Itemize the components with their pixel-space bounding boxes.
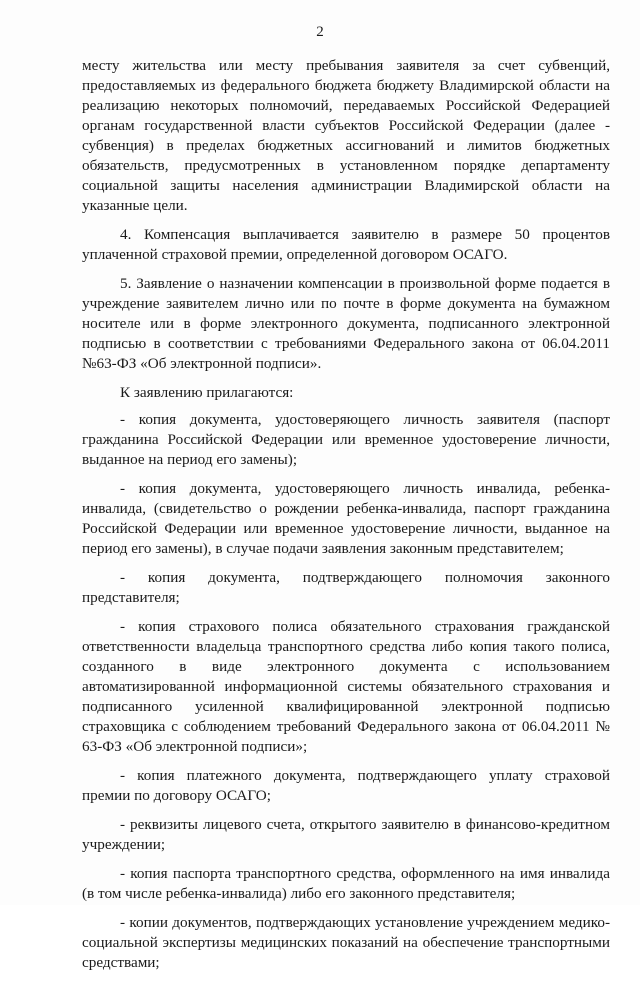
paragraph-4-compensation: 4. Компенсация выплачивается заявителю в размере 50 процентов уплаченной страховой премии, определенной договором ОСАГО. <box>82 226 610 263</box>
list-item-vehicle-passport: - копия паспорта транспортного средства, оформленного на имя инвалида (в том числе ребенка-инвалида) либо его законного представителя; <box>82 865 610 902</box>
list-item-insurance-policy: - копия страхового полиса обязательного страхования гражданской ответственности владельца транспортного средства либо копия такого полиса, созданного в виде электронного документа с использованием автоматизированной информационной системы обязательного страхования и подписанного усиленной квалифицированной электронной подписью страховщика с соблюдением требований Федерального закона от 06.04.2011 № 63-ФЗ «Об электронной подписи»; <box>82 618 610 755</box>
paragraph-attachments-intro: К заявлению прилагаются: <box>120 384 294 401</box>
page-number: 2 <box>316 24 324 40</box>
paragraph-subvention-continuation: месту жительства или месту пребывания заявителя за счет субвенций, предоставляемых из федерального бюджета бюджету Владимирской области на реализацию некоторых полномочий, передаваемых Российской Федерацией органам государственной власти субъектов Российской Федерации (далее - субвенция) в пределах бюджетных ассигнований и лимитов бюджетных обязательств, предусмотренных в установленном порядке департаменту социальной защиты населения администрации Владимирской области на указанные цели. <box>82 57 610 214</box>
list-item-payment-document: - копия платежного документа, подтверждающего уплату страховой премии по договору ОСАГО; <box>82 767 610 804</box>
list-item-bank-account-details: - реквизиты лицевого счета, открытого заявителю в финансово-кредитном учреждении; <box>82 816 610 853</box>
list-item-representative-authority: - копия документа, подтверждающего полномочия законного представителя; <box>82 569 610 606</box>
list-item-disabled-person-document: - копия документа, удостоверяющего личность инвалида, ребенка-инвалида, (свидетельство о рождении ребенка-инвалида, паспорт гражданина Российской Федерации или временное удостоверение личности, выданное на период его замены), в случае подачи заявления законным представителем; <box>82 480 610 557</box>
document-body <box>82 56 610 982</box>
list-item-medical-expertise: - копии документов, подтверждающих установление учреждением медико-социальной экспертизы медицинских показаний на обеспечение транспортными средствами; <box>82 914 610 971</box>
paragraph-5-application: 5. Заявление о назначении компенсации в произвольной форме подается в учреждение заявителем лично или по почте в форме документа на бумажном носителе или в форме электронного документа, подписанного электронной подписью в соответствии с требованиями Федерального закона от 06.04.2011 №63-ФЗ «Об электронной подписи». <box>82 275 610 372</box>
list-item-identity-document: - копия документа, удостоверяющего личность заявителя (паспорт гражданина Российской Федерации или временное удостоверение личности, выданное на период его замены); <box>82 411 610 468</box>
